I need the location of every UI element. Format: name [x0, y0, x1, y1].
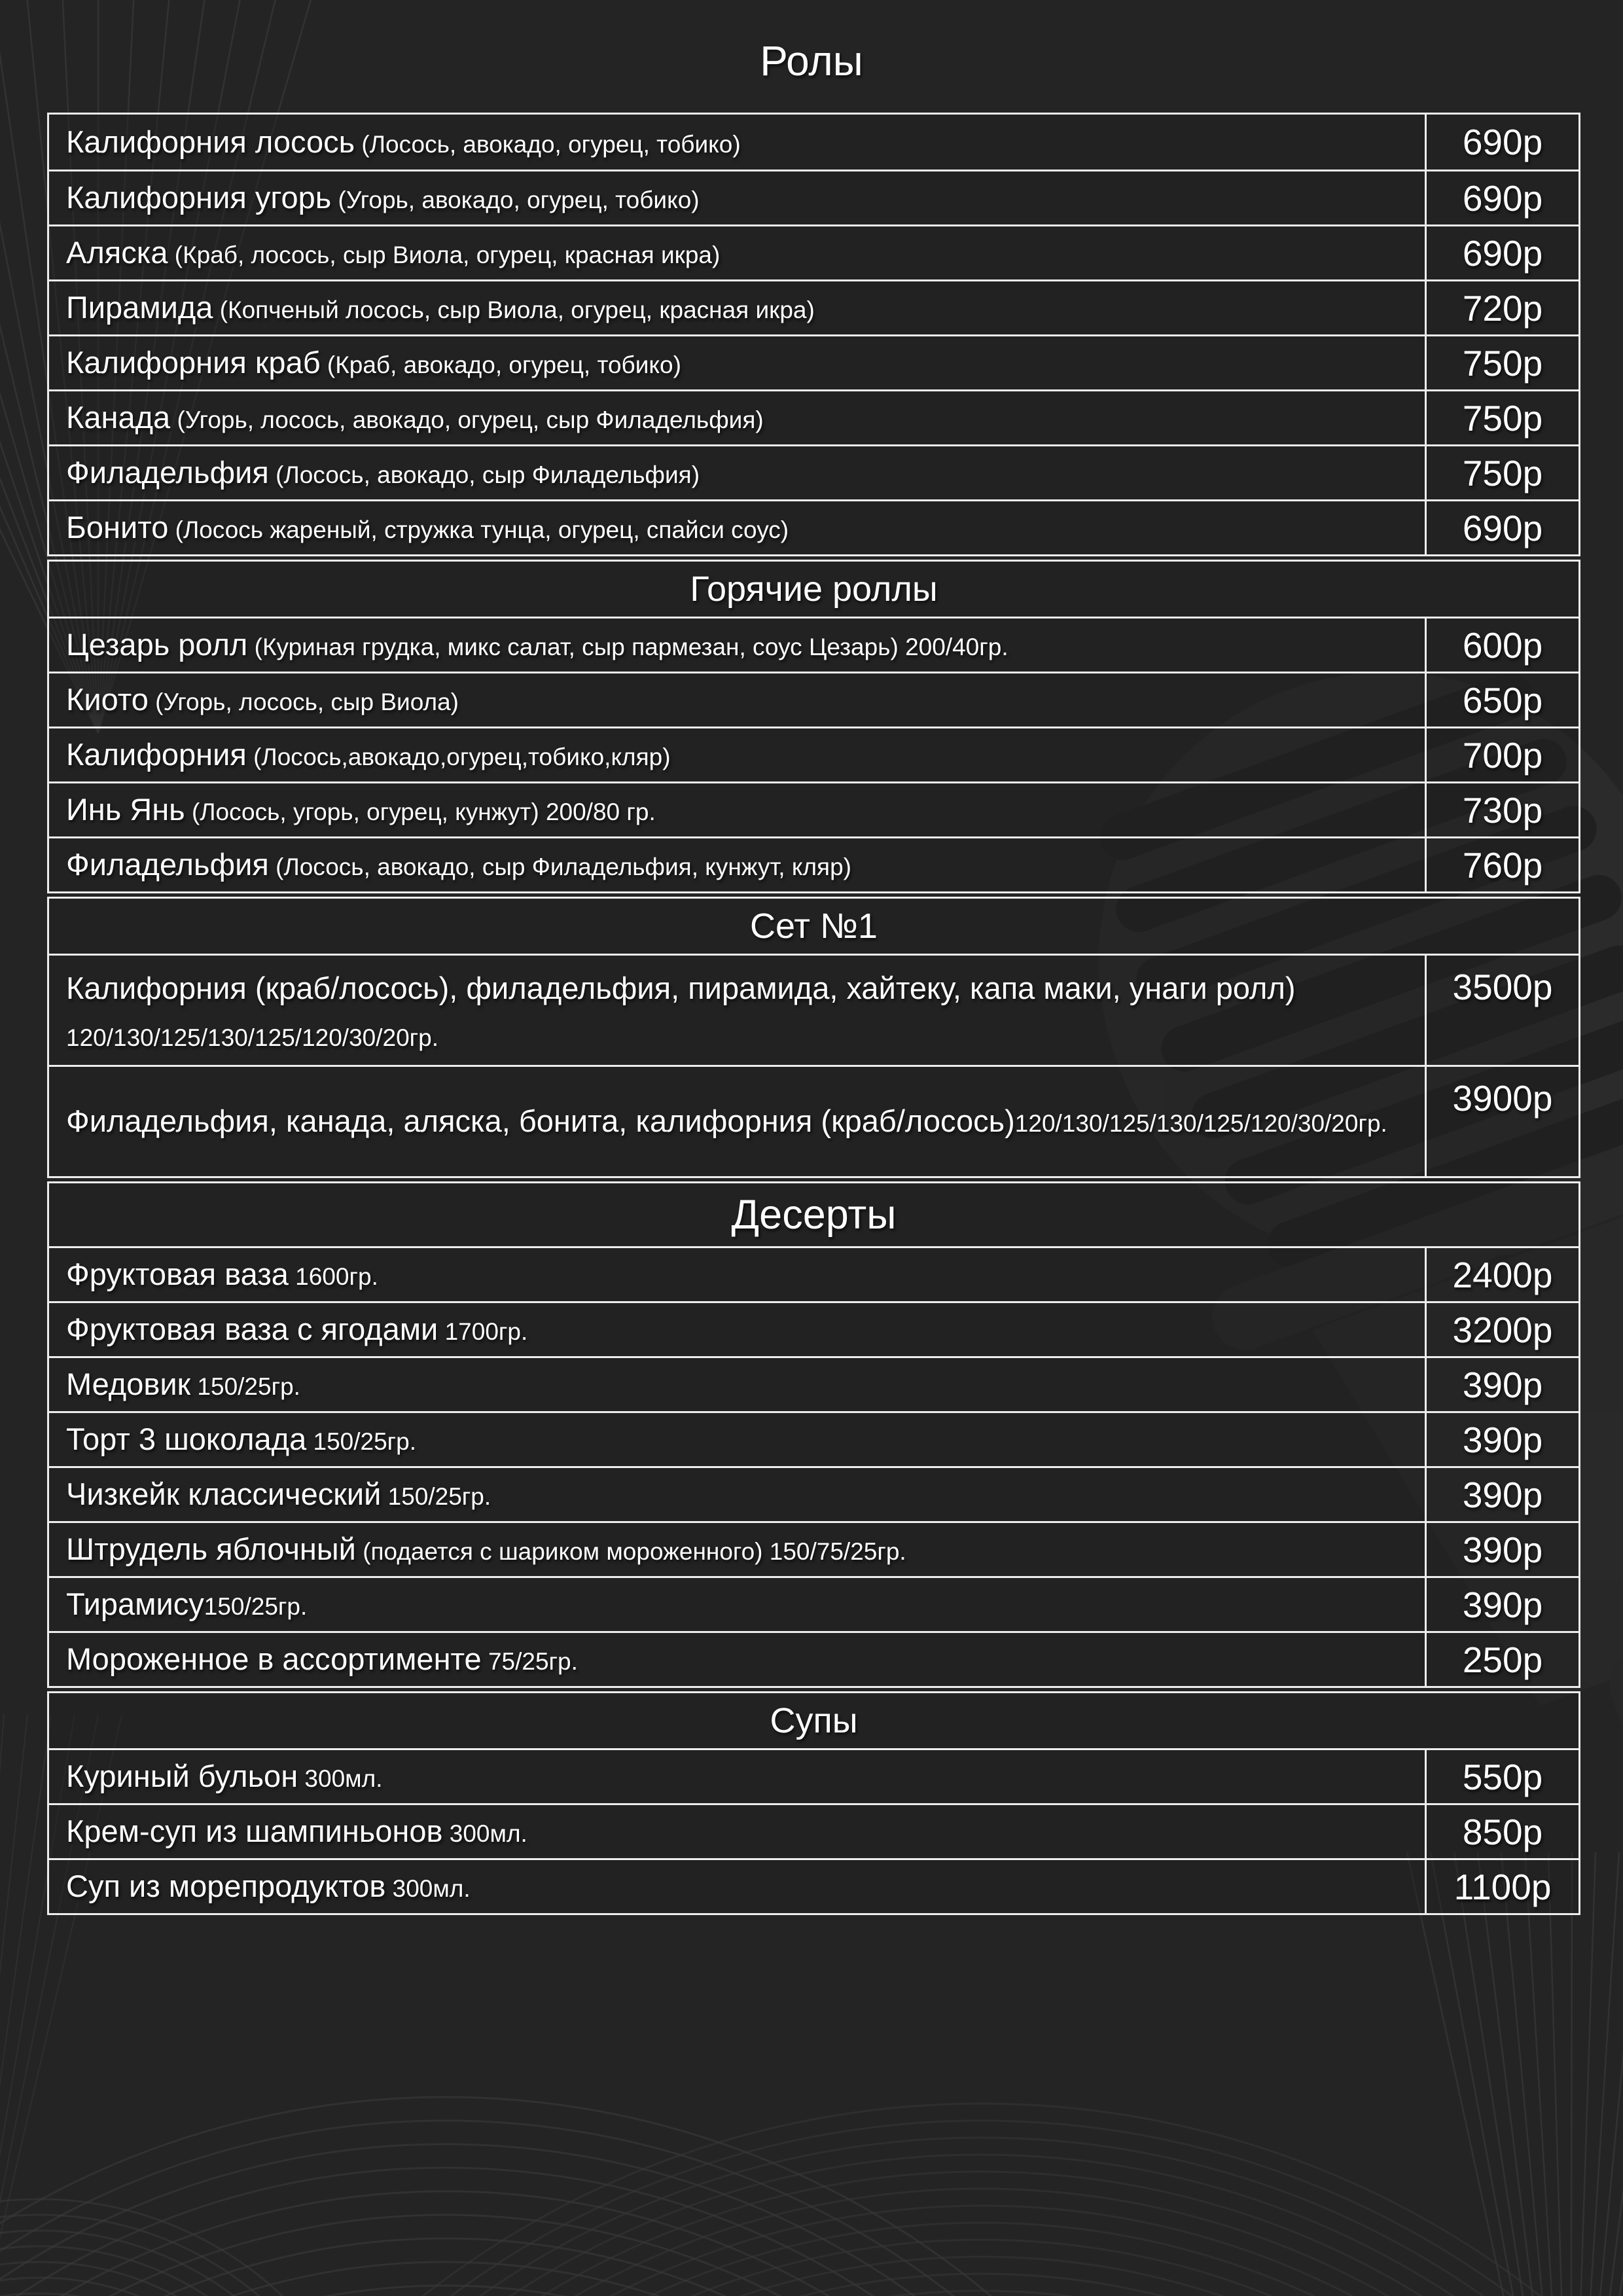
item-name-cell — [49, 1578, 1425, 1631]
item-description: 150/25гр. — [306, 1428, 417, 1456]
item-description: (Угорь, авокадо, огурец, тобико) — [331, 187, 700, 214]
item-description: (Краб, авокадо, огурец, тобико) — [320, 351, 681, 379]
item-name-cell — [49, 728, 1425, 781]
item-name-cell — [49, 1358, 1425, 1411]
item-name: Филадельфия — [66, 847, 269, 882]
item-price: 390р — [1425, 1468, 1578, 1521]
item-name: Цезарь ролл — [66, 627, 248, 662]
item-description: 75/25гр. — [481, 1648, 578, 1676]
item-description: (Угорь, лосось, авокадо, огурец, сыр Филадельфия) — [170, 406, 764, 434]
menu-item-row — [49, 1466, 1578, 1521]
item-name: Куриный бульон — [66, 1759, 298, 1794]
item-name: Киото — [66, 682, 149, 717]
menu-item-row — [49, 224, 1578, 279]
item-description: (Лосось, авокадо, огурец, тобико) — [355, 130, 741, 158]
menu-item-row — [49, 444, 1578, 499]
item-price: 390р — [1425, 1523, 1578, 1576]
menu-item-row — [49, 279, 1578, 334]
section-header: Десерты — [731, 1192, 897, 1238]
item-name: Канада — [66, 400, 171, 435]
menu-item-row — [49, 726, 1578, 781]
item-description: (Лосось, угорь, огурец, кунжут) 200/80 гр. — [185, 798, 656, 826]
menu-section — [47, 897, 1580, 1178]
item-description: 300мл. — [385, 1875, 471, 1903]
item-description: 120/130/125/130/125/120/30/20гр. — [1014, 1110, 1387, 1138]
item-description: (Краб, лосось, сыр Виола, огурец, красная икра) — [168, 242, 721, 269]
menu-item-row — [49, 170, 1578, 224]
item-name: Чизкейк классический — [66, 1477, 382, 1512]
item-price: 2400р — [1425, 1248, 1578, 1301]
menu-item-row — [49, 115, 1578, 170]
menu-item-row — [49, 617, 1578, 672]
item-price: 850р — [1425, 1805, 1578, 1858]
menu-item-row — [49, 1631, 1578, 1686]
menu-item-row — [49, 1065, 1578, 1176]
menu-item-row — [49, 334, 1578, 389]
item-price: 720р — [1425, 281, 1578, 334]
item-description: (Угорь, лосось, сыр Виола) — [148, 689, 459, 716]
item-price: 690р — [1425, 501, 1578, 554]
item-price: 390р — [1425, 1358, 1578, 1411]
item-description: 150/25гр. — [381, 1483, 491, 1511]
menu-item-row — [49, 781, 1578, 836]
item-name: Калифорния лосось — [66, 124, 355, 159]
item-name: Бонито — [66, 510, 169, 545]
menu-table — [47, 113, 1580, 1918]
item-name-cell — [49, 1805, 1425, 1858]
item-price: 3900р — [1425, 1067, 1578, 1176]
item-name-cell — [49, 1248, 1425, 1301]
item-name-cell — [49, 1413, 1425, 1466]
item-name: Калифорния (краб/лосось), филадельфия, пирамида, хайтеку, капа маки, унаги ролл) — [66, 971, 1296, 1005]
item-price: 700р — [1425, 728, 1578, 781]
item-name-cell — [49, 619, 1425, 672]
item-name: Пирамида — [66, 290, 213, 325]
item-name: Фруктовая ваза с ягодами — [66, 1312, 438, 1347]
item-price: 750р — [1425, 391, 1578, 444]
menu-item-row — [49, 954, 1578, 1065]
menu-item-row — [49, 1748, 1578, 1803]
item-name: Тирамису — [66, 1587, 204, 1622]
item-price: 390р — [1425, 1413, 1578, 1466]
item-name-cell — [49, 336, 1425, 389]
item-name-cell — [49, 226, 1425, 279]
item-price: 750р — [1425, 336, 1578, 389]
menu-item-row — [49, 1858, 1578, 1913]
item-name-cell — [49, 1067, 1425, 1176]
item-price: 600р — [1425, 619, 1578, 672]
item-name-cell — [49, 115, 1425, 170]
page-title: Ролы — [760, 37, 863, 84]
item-price: 760р — [1425, 838, 1578, 891]
item-description: 150/25гр. — [190, 1373, 300, 1401]
item-name: Филадельфия, канада, аляска, бонита, калифорния (краб/лосось) — [66, 1103, 1015, 1139]
menu-item-row — [49, 389, 1578, 444]
item-name-cell — [49, 838, 1425, 891]
item-name-cell — [49, 1633, 1425, 1686]
menu-section — [47, 1691, 1580, 1915]
item-description: 120/130/125/130/125/120/30/20гр. — [66, 1024, 439, 1051]
item-name-cell — [49, 783, 1425, 836]
menu-item-row — [49, 1246, 1578, 1301]
item-description: (Лосось жареный, стружка тунца, огурец, спайси соус) — [168, 516, 789, 544]
item-price: 650р — [1425, 673, 1578, 726]
item-name-cell — [49, 1468, 1425, 1521]
item-description: 1600гр. — [288, 1263, 378, 1291]
item-name: Штрудель яблочный — [66, 1532, 356, 1567]
item-price: 3200р — [1425, 1303, 1578, 1356]
menu-section — [47, 560, 1580, 893]
item-price: 690р — [1425, 115, 1578, 170]
item-name-cell — [49, 501, 1425, 554]
item-name-cell — [49, 1860, 1425, 1913]
item-price: 690р — [1425, 171, 1578, 224]
item-name: Медовик — [66, 1367, 191, 1402]
item-name: Торт 3 шоколада — [66, 1422, 307, 1457]
item-price: 690р — [1425, 226, 1578, 279]
item-description: 300мл. — [298, 1765, 383, 1793]
item-price: 730р — [1425, 783, 1578, 836]
item-name: Мороженное в ассортименте — [66, 1641, 482, 1677]
item-description: (подается с шариком мороженного) 150/75/25гр. — [355, 1538, 906, 1566]
item-description: 1700гр. — [438, 1318, 528, 1346]
item-description: 150/25гр. — [204, 1593, 308, 1621]
item-description: (Лосось,авокадо,огурец,тобико,кляр) — [246, 744, 671, 771]
item-price: 390р — [1425, 1578, 1578, 1631]
item-description: (Копченый лосось, сыр Виола, огурец, красная икра) — [213, 296, 815, 324]
section-header: Горячие роллы — [690, 569, 938, 609]
item-name-cell — [49, 1303, 1425, 1356]
item-name-cell — [49, 281, 1425, 334]
item-name: Филадельфия — [66, 455, 269, 490]
item-price: 1100р — [1425, 1860, 1578, 1913]
item-price: 750р — [1425, 446, 1578, 499]
section-header: Супы — [770, 1701, 858, 1741]
item-description: 300мл. — [442, 1820, 527, 1848]
item-name: Калифорния угорь — [66, 180, 332, 215]
item-name: Калифорния — [66, 737, 247, 772]
item-name-cell — [49, 673, 1425, 726]
menu-item-row — [49, 672, 1578, 726]
item-name-cell — [49, 1523, 1425, 1576]
item-description: (Куриная грудка, микс салат, сыр пармезан, соус Цезарь) 200/40гр. — [247, 634, 1008, 661]
menu-section — [47, 113, 1580, 556]
menu-item-row — [49, 1521, 1578, 1576]
item-name-cell — [49, 391, 1425, 444]
item-name-cell — [49, 446, 1425, 499]
menu-section — [47, 1181, 1580, 1688]
item-name: Фруктовая ваза — [66, 1257, 289, 1292]
item-name: Суп из морепродуктов — [66, 1869, 386, 1904]
menu-item-row — [49, 1411, 1578, 1466]
item-description: (Лосось, авокадо, сыр Филадельфия, кунжут, кляр) — [268, 853, 851, 881]
item-description: (Лосось, авокадо, сыр Филадельфия) — [268, 461, 700, 489]
menu-item-row — [49, 1301, 1578, 1356]
item-price: 550р — [1425, 1750, 1578, 1803]
item-name: Калифорния краб — [66, 345, 321, 380]
item-name: Крем-суп из шампиньонов — [66, 1814, 443, 1849]
item-price: 250р — [1425, 1633, 1578, 1686]
item-price: 3500р — [1425, 956, 1578, 1065]
item-name-cell — [49, 171, 1425, 224]
item-name: Аляска — [66, 235, 168, 270]
menu-item-row — [49, 499, 1578, 554]
menu-item-row — [49, 836, 1578, 891]
menu-item-row — [49, 1356, 1578, 1411]
menu-item-row — [49, 1803, 1578, 1858]
section-header: Сет №1 — [750, 906, 878, 946]
item-name-cell — [49, 1750, 1425, 1803]
item-name: Инь Янь — [66, 792, 185, 827]
item-name-cell — [49, 956, 1425, 1065]
menu-item-row — [49, 1576, 1578, 1631]
